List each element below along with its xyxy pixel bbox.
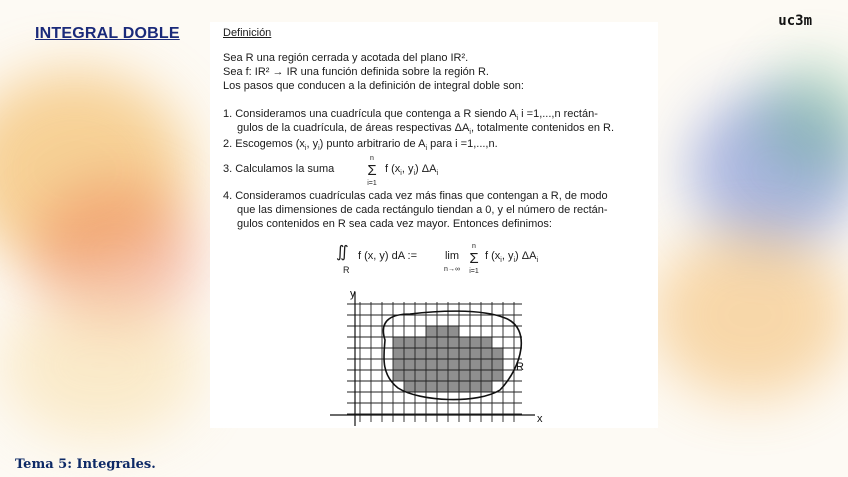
intro-line-2: Sea f: IR² → IR una función definida sobre la región R. xyxy=(223,66,489,78)
step-1-line-1: 1. Consideramos una cuadrícula que contenga a R siendo $A_i$ i =1,...,n rectán- xyxy=(223,108,598,123)
intro-line-1: Sea R una región cerrada y acotada del plano IR². xyxy=(223,52,469,64)
definition-document xyxy=(210,22,658,428)
slide-title: INTEGRAL DOBLE xyxy=(35,25,180,42)
step-2: 2. Escogemos ($x_i$, $y_i$) punto arbitrario de $A_i$ para i =1,...,n. xyxy=(223,138,498,153)
slide-footer: Tema 5: Integrales. xyxy=(15,457,156,472)
intro-line-3: Los pasos que conducen a la definición de integral doble son: xyxy=(223,80,524,92)
step-3-sigma: n Σ i=1 xyxy=(367,155,377,187)
step-4-line-2: que las dimensiones de cada rectángulo tiendan a 0, y el número de rectán- xyxy=(237,204,608,216)
region-label: R xyxy=(516,361,524,373)
uc3m-logo: uc3m xyxy=(778,13,812,29)
definition-heading: Definición xyxy=(223,27,272,39)
formula-rhs: f ($x_i$, $y_i$) $\Delta A_i$ xyxy=(485,250,538,265)
grid-region-figure xyxy=(210,22,658,428)
step-1-line-2: gulos de la cuadrícula, de áreas respectivas $\Delta A_i$, totalmente contenidos en R. xyxy=(237,122,615,137)
step-4-line-3: gulos contenidos en R sea cada vez mayor. Entonces definimos: xyxy=(237,218,552,230)
step-3: 3. Calculamos la suma xyxy=(223,163,335,175)
shaded-cell-row xyxy=(393,337,492,348)
step-4-line-1: 4. Consideramos cuadrículas cada vez más finas que contengan a R, de modo xyxy=(223,190,608,202)
x-axis-label: x xyxy=(537,413,543,425)
double-integral-sign: ∬ xyxy=(336,244,349,261)
formula-sigma: n Σ i=1 xyxy=(469,243,479,275)
step-3-expression: f ($x_i$, $y_i$) $\Delta A_i$ xyxy=(385,163,438,178)
integral-region: R xyxy=(343,265,350,275)
y-axis-label: y xyxy=(350,288,356,300)
shaded-cell-row xyxy=(426,326,459,337)
formula-limit: lim n→∞ xyxy=(444,250,460,273)
formula-integrand: f (x, y) dA := xyxy=(358,250,417,262)
